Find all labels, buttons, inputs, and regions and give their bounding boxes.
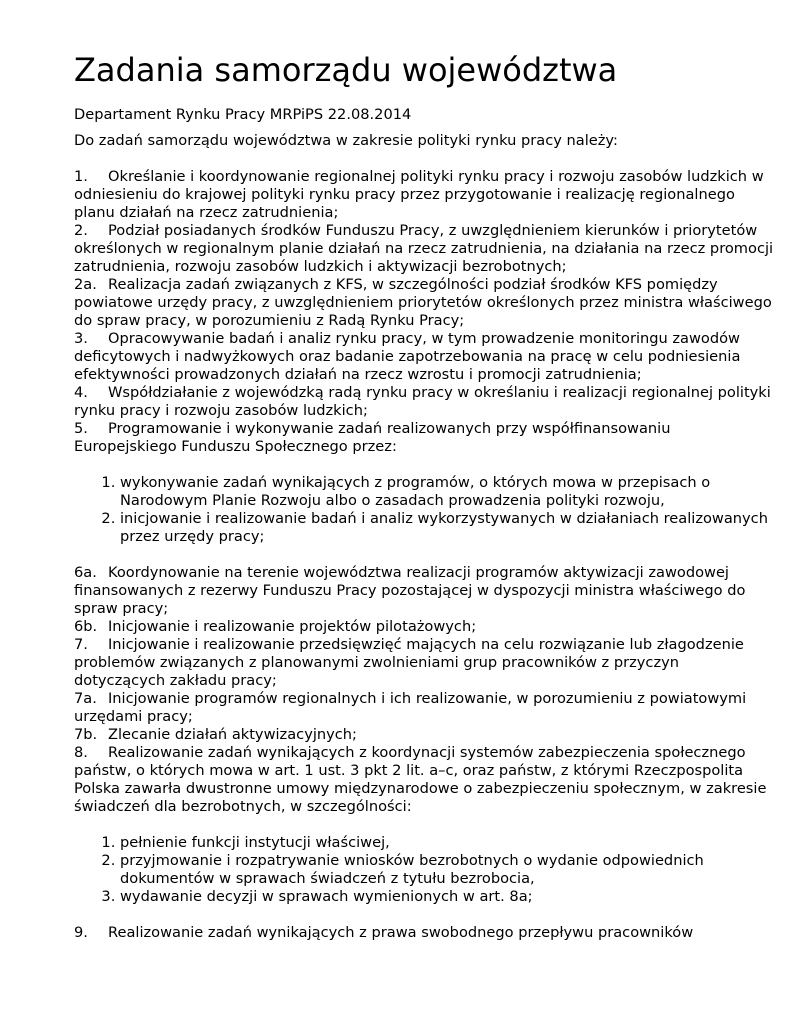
task-item	[74, 726, 774, 744]
sublist-entry: 2. inicjowanie i realizowanie badań i analiz wykorzystywanych w działaniach realizowanych przez urzędy pracy;	[120, 510, 774, 546]
sublist-entry: 1. pełnienie funkcji instytucji właściwej,	[120, 834, 774, 852]
task-item-number: 4.	[74, 384, 88, 401]
task-item-text: Określanie i koordynowanie regionalnej polityki rynku pracy i rozwoju zasobów ludzkich w odniesieniu do krajowej polityki rynku pracy przez przygotowanie i realizację regionalnego planu działań na rzecz zatrudnienia;	[74, 168, 764, 221]
task-item	[74, 924, 774, 942]
task-item	[74, 168, 774, 222]
task-list-part-2	[74, 564, 774, 816]
task-item	[74, 636, 774, 690]
task-item-text: Podział posiadanych środków Funduszu Pracy, z uwzględnieniem kierunków i priorytetów określonych w regionalnym planie działań na rzecz zatrudnienia, na działania na rzecz promocji zatrudnienia, rozwoju zasobów ludzkich i aktywizacji bezrobotnych;	[74, 222, 774, 275]
task-item-text: Programowanie i wykonywanie zadań realizowanych przy współfinansowaniu Europejskiego Funduszu Społecznego przez:	[74, 420, 671, 455]
task-item	[74, 222, 774, 276]
task-item-number: 7.	[74, 636, 88, 653]
task-item	[74, 276, 774, 330]
document-body	[74, 106, 774, 942]
task-item-text: Inicjowanie i realizowanie przedsięwzięć mających na celu rozwiązanie lub złagodzenie problemów związanych z planowanymi zwolnieniami grup pracowników z przyczyn dotyczących zakładu pracy;	[74, 636, 744, 689]
task-item-text: Inicjowanie i realizowanie projektów pilotażowych;	[108, 618, 477, 635]
task-item-number: 5.	[74, 420, 88, 437]
task-item-number: 1.	[74, 168, 88, 185]
task-item-number: 2.	[74, 222, 88, 239]
task-item	[74, 744, 774, 816]
task-item	[74, 330, 774, 384]
task-item-text: Realizowanie zadań wynikających z koordynacji systemów zabezpieczenia społecznego państw, o których mowa w art. 1 ust. 3 pkt 2 lit. a–c, oraz państw, z którymi Rzeczpospolita Polska zawarła dwustronne umowy międzynarodowe o zabezpieczeniu społecznym, w zakresie świadczeń dla bezrobotnych, w szczególności:	[74, 744, 767, 815]
task-item-number: 7a.	[74, 690, 97, 707]
task-item-number: 6b.	[74, 618, 98, 635]
task-item-text: Realizacja zadań związanych z KFS, w szczególności podział środków KFS pomiędzy powiatowe urzędy pracy, z uwzględnieniem priorytetów określonych przez ministra właściwego do spraw pracy, w porozumieniu z Radą Rynku Pracy;	[74, 276, 772, 329]
task-item	[74, 564, 774, 618]
sublist-entry: 1. wykonywanie zadań wynikających z programów, o których mowa w przepisach o Narodowym Planie Rozwoju albo o zasadach prowadzenia polityki rozwoju,	[120, 474, 774, 510]
task-item-number: 8.	[74, 744, 88, 761]
sublist-item-8	[74, 834, 774, 906]
sublist-entry: 3. wydawanie decyzji w sprawach wymienionych w art. 8a;	[120, 888, 774, 906]
task-list-part-3	[74, 924, 774, 942]
task-item-number: 2a.	[74, 276, 97, 293]
page-title: Zadania samorządu województwa	[74, 51, 618, 89]
task-item	[74, 420, 774, 456]
intro-text: Do zadań samorządu województwa w zakresie polityki rynku pracy należy:	[74, 132, 618, 149]
task-item-text: Inicjowanie programów regionalnych i ich realizowanie, w porozumieniu z powiatowymi urzędami pracy;	[74, 690, 747, 725]
task-item-text: Zlecanie działań aktywizacyjnych;	[108, 726, 357, 743]
sublist-entry: 2. przyjmowanie i rozpatrywanie wniosków bezrobotnych o wydanie odpowiednich dokumentów w sprawach świadczeń z tytułu bezrobocia,	[120, 852, 774, 888]
task-item-number: 3.	[74, 330, 88, 347]
task-item-text: Współdziałanie z wojewódzką radą rynku pracy w określaniu i realizacji regionalnej polityki rynku pracy i rozwoju zasobów ludzkich;	[74, 384, 771, 419]
task-item	[74, 384, 774, 420]
task-item-text: Koordynowanie na terenie województwa realizacji programów aktywizacji zawodowej finansowanych z rezerwy Funduszu Pracy pozostającej w dyspozycji ministra właściwego do spraw pracy;	[74, 564, 746, 617]
task-item-text: Opracowywanie badań i analiz rynku pracy, w tym prowadzenie monitoringu zawodów deficytowych i nadwyżkowych oraz badanie zapotrzebowania na pracę w celu podniesienia efektywności prowadzonych działań na rzecz wzrostu i promocji zatrudnienia;	[74, 330, 741, 383]
task-item	[74, 618, 774, 636]
task-item-number: 9.	[74, 924, 88, 941]
task-item-number: 6a.	[74, 564, 97, 581]
task-item-number: 7b.	[74, 726, 98, 743]
task-item-text: Realizowanie zadań wynikających z prawa swobodnego przepływu pracowników	[108, 924, 694, 941]
sublist-item-5	[74, 474, 774, 546]
task-item	[74, 690, 774, 726]
task-list-part-1	[74, 168, 774, 456]
department-date: Departament Rynku Pracy MRPiPS 22.08.2014	[74, 106, 412, 123]
